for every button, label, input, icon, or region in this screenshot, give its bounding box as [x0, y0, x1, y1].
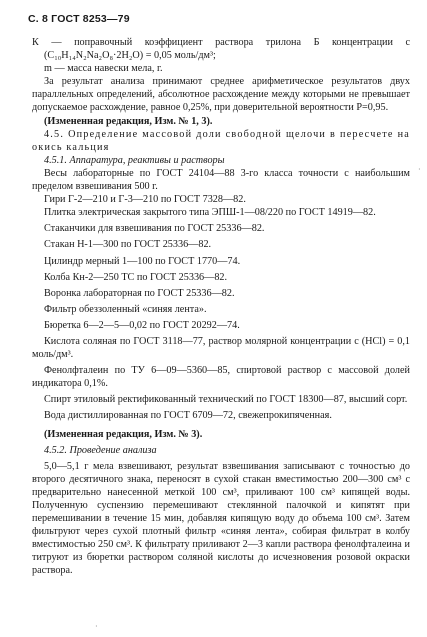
paragraph: Колба Кн-2—250 ТС по ГОСТ 25336—82. — [44, 271, 228, 283]
paragraph: 4.5. Определение массовой доли свободной щелочи в пересчете на окись кальция — [32, 128, 410, 153]
page-header: С. 8 ГОСТ 8253—79 — [28, 13, 130, 25]
margin-mark: · — [418, 165, 421, 174]
paragraph: Фильтр обеззоленный «синяя лента». — [44, 303, 207, 315]
paragraph: Бюретка 6—2—5—0,02 по ГОСТ 20292—74. — [44, 319, 240, 331]
paragraph: Стакан Н-1—300 по ГОСТ 25336—82. — [44, 239, 212, 251]
paragraph: Спирт этиловый ректификованный технический по ГОСТ 18300—87, высший сорт. — [44, 394, 408, 406]
paragraph: Кислота соляная по ГОСТ 3118—77, раствор молярной концентрации с (HCl) = 0,1 моль/дм³. — [32, 335, 410, 361]
document-body — [32, 36, 410, 578]
paragraph: За результат анализа принимают среднее арифметическое результатов двух параллельных определений, абсолютное расхождение между которыми не превышает допускаемое расхождение, равное 0,25%, при доверительной вероятности P=0,95. — [32, 76, 410, 114]
paragraph: (Измененная редакция, Изм. № 3). — [44, 428, 203, 440]
paragraph: (Измененная редакция, Изм. № 1, 3). — [44, 115, 213, 127]
paragraph: 4.5.2. Проведение анализа — [44, 444, 157, 456]
paragraph: Весы лабораторные по ГОСТ 24104—88 3-го класса точности с наибольшим пределом взвешивания 500 г. — [32, 167, 410, 193]
paragraph: 4.5.1. Аппаратура, реактивы и растворы — [44, 154, 225, 166]
paragraph: Гири Г-2—210 и Г-3—210 по ГОСТ 7328—82. — [44, 194, 246, 206]
paragraph: 5,0—5,1 г мела взвешивают, результат взвешивания записывают с точностью до второго десятичного знака, переносят в сухой стакан вместимостью 200—300 см³ с предварительно нанесенной меткой 100 см³, приливают 100 см³ кипящей воды. Полученную суспензию перемешивают стеклянной палочкой и кипятят при перемешивании в течение 15 мин, добавляя кипящую воду до объема 100 см³. Затем фильтруют через сухой плотный фильтр «синяя лента», собирая фильтрат в колбу вместимостью 250 см³. К фильтрату приливают 2—3 капли раствора фенолфталеина и титруют из бюретки раствором соляной кислоты до исчезновения розовой окраски раствора. — [32, 460, 410, 577]
bottom-mark: · — [95, 622, 98, 631]
paragraph: Плитка электрическая закрытого типа ЭПШ-1—08/220 по ГОСТ 14919—82. — [44, 207, 376, 219]
paragraph: К — поправочный коэффициент раствора трилона Б концентрации с (C₁₀H₁₄N₂Na₂O₈·2H₂O) = 0,05 моль/дм³; — [32, 37, 410, 62]
paragraph: Стаканчики для взвешивания по ГОСТ 25336—82. — [44, 223, 265, 235]
paragraph: Воронка лабораторная по ГОСТ 25336—82. — [44, 287, 235, 299]
paragraph: m — масса навески мела, г. — [44, 63, 163, 75]
paragraph: Цилиндр мерный 1—100 по ГОСТ 1770—74. — [44, 255, 241, 267]
paragraph: Вода дистиллированная по ГОСТ 6709—72, свежепрокипяченная. — [44, 410, 332, 422]
paragraph: Фенолфталеин по ТУ 6—09—5360—85, спиртовой раствор с массовой долей индикатора 0,1%. — [32, 365, 410, 390]
